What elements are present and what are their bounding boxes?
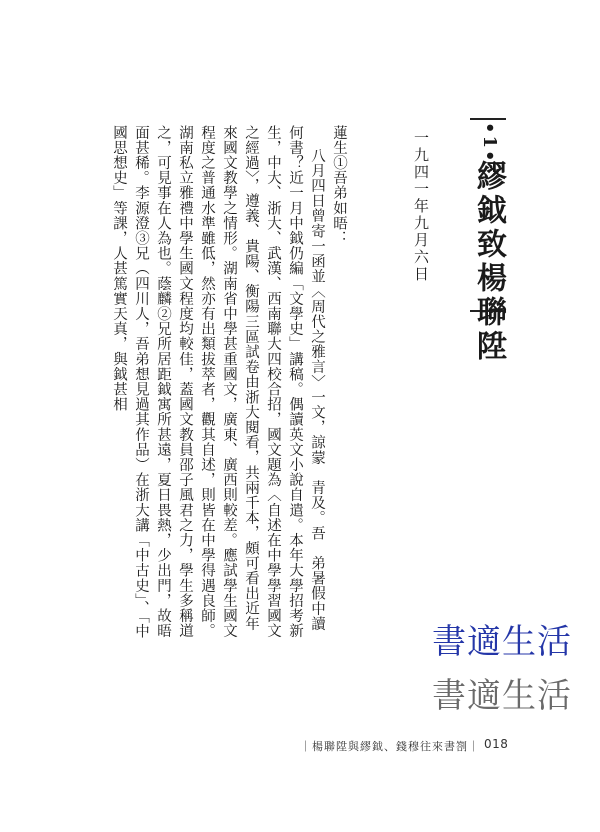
- letter-title: 繆鉞致楊聯陞: [471, 160, 506, 364]
- page-number: 018: [484, 737, 509, 751]
- letter-date: 一九四一年九月六日: [412, 130, 430, 283]
- watermark-line-secondary: 書適生活: [432, 676, 572, 716]
- running-title: ｜楊聯陞與繆鉞、錢穆往來書劄｜: [300, 740, 480, 753]
- letter-paragraph: 八月四日曾寄一函並〈周代之雅言〉一文，諒蒙 青及。吾 弟暑假中讀何書？近一月中鉞仍編「文學史」講稿。偶讀英文小說自遣。本年大學招考新生，中大、浙大、武漢、西南聯大四校合招，國文題為〈自述在中學學習國文之經過〉，遵義、貴陽、衡陽三區試卷由浙大閱看，共兩千本，頗可看出近年來國文教學之情形。湖南省中學甚重國文，廣東、廣西則較差。應試學生國文程度之普通水準雖低，然亦有出類拔萃者，觀其自述，則皆在中學得遇良師。湖南私立雅禮中學生國文程度均較佳，蓋國文教員邵子風君之力，學生多稱道之，可見事在人為也。蔭麟②兄所居距鉞寓所甚遠，夏日畏熱，少出門，故晤面甚稀。李源澄③兄（四川人，吾弟想見過其作品）在浙大講「中古史」、「中國思想史」等課，人甚篤實天真，與鉞甚相: [111, 125, 325, 639]
- letter-body: [105, 125, 350, 645]
- letter-salutation: 蓮生①吾弟如晤：: [331, 125, 347, 246]
- watermark-line-primary: 書適生活: [432, 622, 572, 662]
- chapter-marker: •1•: [479, 122, 500, 164]
